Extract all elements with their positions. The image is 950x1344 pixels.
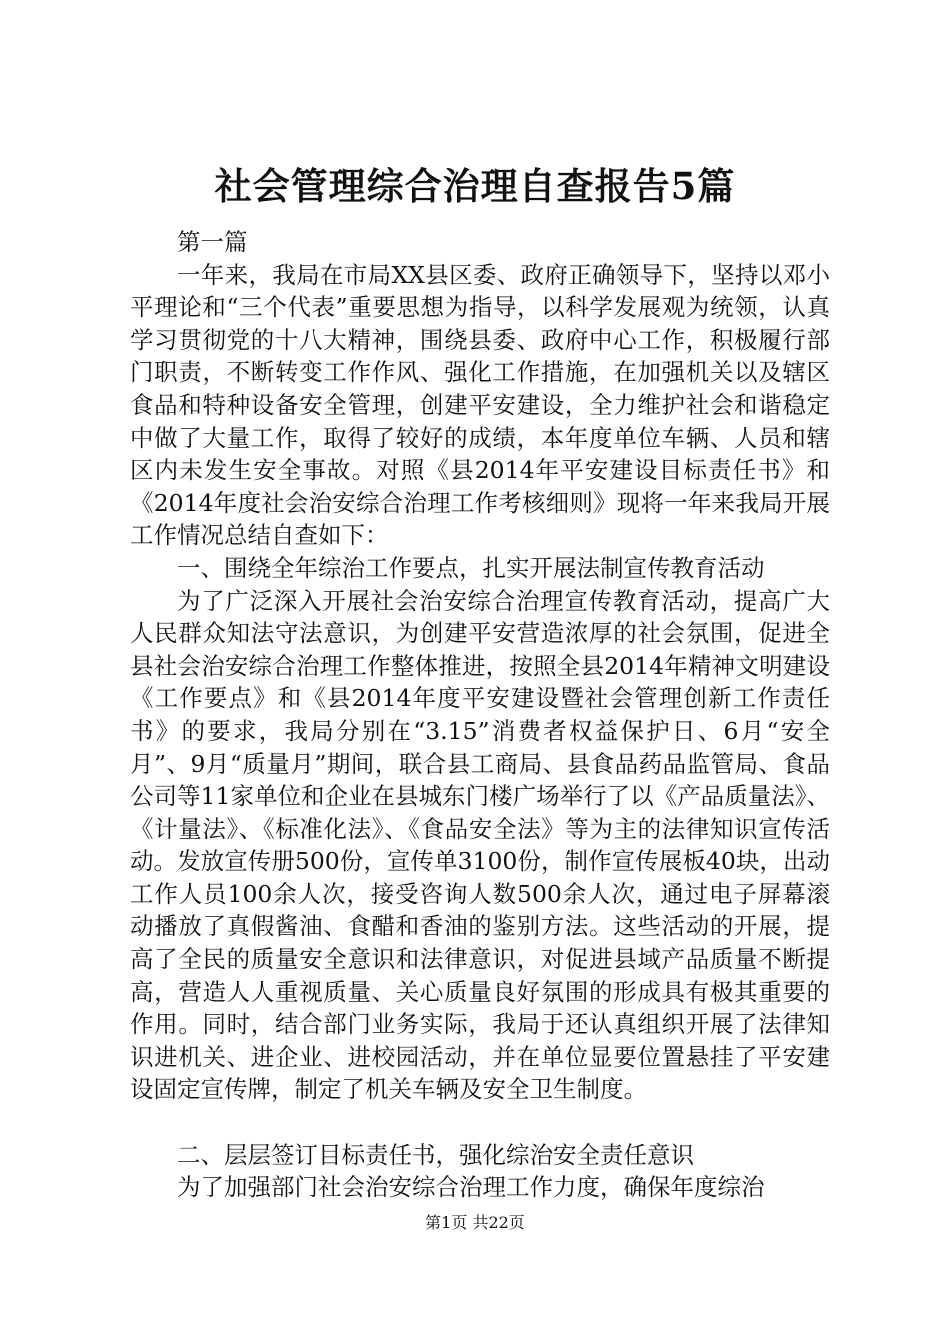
- document-body: [130, 226, 830, 1204]
- paragraph-1: 为了广泛深入开展社会治安综合治理宣传教育活动，提高广大人民群众知法守法意识，为创建平安营造浓厚的社会氛围，促进全县社会治安综合治理工作整体推进，按照全县2014年精神文明建设《工作要点》和《县2014年度平安建设暨社会管理创新工作责任书》的要求，我局分别在“3.15”消费者权益保护日、6月“安全月”、9月“质量月”期间，联合县工商局、县食品药品监管局、食品公司等11家单位和企业在县城东门楼广场举行了以《产品质量法》、《计量法》、《标准化法》、《食品安全法》等为主的法律知识宣传活动。发放宣传册500份，宣传单3100份，制作宣传展板40块，出动工作人员100余人次，接受咨询人数500余人次，通过电子屏幕滚动播放了真假酱油、食醋和香油的鉴别方法。这些活动的开展，提高了全民的质量安全意识和法律意识，对促进县域产品质量不断提高，营造人人重视质量、关心质量良好氛围的形成具有极其重要的作用。同时，结合部门业务实际，我局于还认真组织开展了法律知识进机关、进企业、进校园活动，并在单位显要位置悬挂了平安建设固定宣传牌，制定了机关车辆及安全卫生制度。: [130, 586, 830, 1104]
- page-footer: 第1页 共22页: [425, 1213, 525, 1232]
- section-heading-1: 一、围绕全年综治工作要点，扎实开展法制宣传教育活动: [177, 553, 765, 582]
- paragraph-intro: 一年来，我局在市局XX县区委、政府正确领导下，坚持以邓小平理论和“三个代表”重要思想为指导，以科学发展观为统领，认真学习贯彻党的十八大精神，围绕县委、政府中心工作，积极履行部门职责，不断转变工作作风、强化工作措施，在加强机关以及辖区食品和特种设备安全管理，创建平安建设，全力维护社会和谐稳定中做了大量工作，取得了较好的成绩，本年度单位车辆、人员和辖区内未发生安全事故。对照《县2014年平安建设目标责任书》和《2014年度社会治安综合治理工作考核细则》现将一年来我局开展工作情况总结自查如下：: [130, 260, 830, 550]
- section-heading-2: 二、层层签订目标责任书，强化综治安全责任意识: [177, 1140, 694, 1169]
- document-title: 社会管理综合治理自查报告5篇: [214, 164, 736, 208]
- section-label: 第一篇: [177, 228, 248, 256]
- paragraph-2: 为了加强部门社会治安综合治理工作力度，确保年度综治: [177, 1173, 765, 1202]
